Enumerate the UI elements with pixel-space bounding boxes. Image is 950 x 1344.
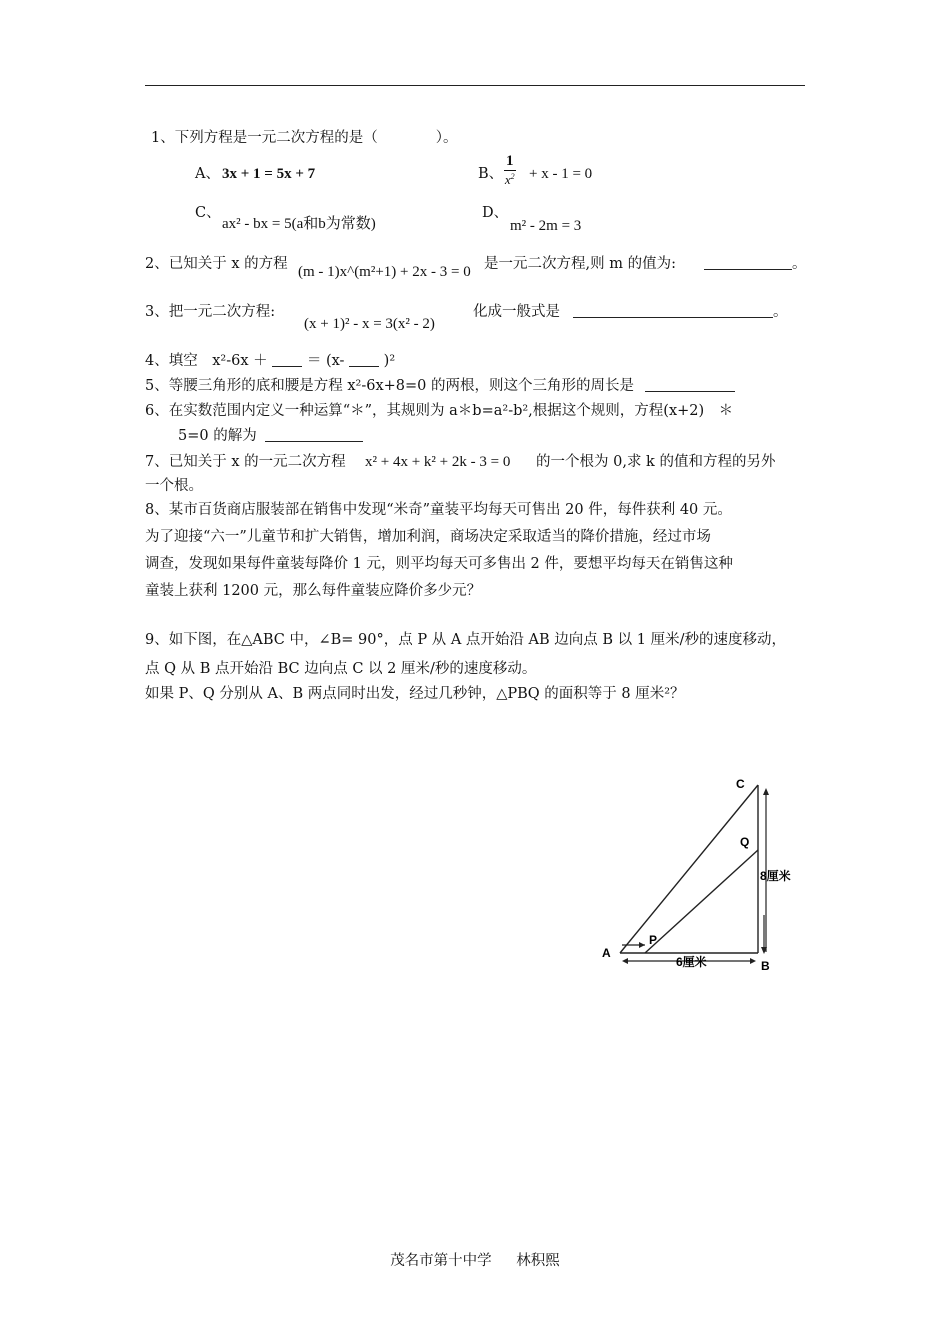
q1-option-b-rest: + x - 1 = 0 (529, 166, 593, 182)
q1-option-b-denominator: $x^2$ (504, 172, 515, 187)
arrow-a-to-p-head (639, 942, 645, 948)
q4-blank-2[interactable] (349, 352, 379, 367)
q7-equation: x² + 4x + k² + 2k - 3 = 0 (365, 454, 511, 470)
q1-option-a-label: A、 (195, 166, 220, 182)
q6-line-2 (178, 426, 363, 446)
q5-text: 5、等腰三角形的底和腰是方程 x²-6x+8=0 的两根，则这个三角形的周长是 (145, 378, 634, 394)
q1-option-b-label: B、 (478, 166, 504, 182)
q6-line-1: 6、在实数范围内定义一种运算“＊”，其规则为 a＊b=a²-b²,根据这个规则，方程(x+2) ＊ (145, 403, 734, 419)
label-c: C (736, 777, 745, 791)
q6-line-2-text: 5=0 的解为 (178, 428, 257, 444)
q2-prefix: 2、已知关于 x 的方程 (145, 256, 288, 272)
q8-line-2: 为了迎接“六一”儿童节和扩大销售，增加利润，商场决定采取适当的降价措施，经过市场 (145, 529, 711, 545)
q7-prefix: 7、已知关于 x 的一元二次方程 (145, 454, 346, 470)
q3-prefix: 3、把一元二次方程: (145, 304, 276, 320)
q1-stem: 1、下列方程是一元二次方程的是（ ）。 (151, 130, 458, 146)
q4-blank-1[interactable] (272, 352, 302, 367)
header-rule (145, 85, 805, 86)
q3-answer-blank[interactable]: 。 (573, 302, 788, 322)
q9-line-3: 如果 P、Q 分别从 A、B 两点同时出发，经过几秒钟，△PBQ 的面积等于 8 厘米²？ (145, 686, 685, 702)
q9-paragraph (145, 626, 786, 704)
q1-option-d-equation: m² - 2m = 3 (510, 218, 582, 234)
footer (0, 1249, 950, 1270)
q8-line-4: 童装上获利 1200 元，那么每件童装应降价多少元？ (145, 583, 482, 599)
label-a: A (602, 946, 611, 960)
q7-question: 的一个根为 0,求 k 的值和方程的另外 (536, 454, 776, 470)
q9-line-1: 9、如下图，在△ABC 中，∠B= 90°，点 P 从 A 点开始沿 AB 边向点 B 以 1 厘米/秒的速度移动， (145, 632, 786, 648)
q1-option-b-numerator: 1 (506, 153, 514, 169)
dimension-ab-right-arrow (750, 958, 756, 964)
q8-paragraph (145, 497, 733, 605)
label-side-ab: 6厘米 (676, 955, 707, 969)
arrow-b-to-c-head (763, 788, 769, 795)
q1-option-a-equation: 3x + 1 = 5x + 7 (222, 166, 316, 182)
label-q: Q (740, 835, 750, 849)
q1-option-c-equation: ax² - bx = 5(a和b为常数) (222, 216, 376, 232)
footer-author: 林积熙 (516, 1253, 560, 1269)
label-side-bc: 8厘米 (760, 869, 791, 883)
label-p: P (649, 933, 658, 947)
q2-answer-blank[interactable]: 。 (704, 254, 807, 274)
q1-option-d-label: D、 (482, 205, 509, 221)
q1-option-c-label: C、 (195, 205, 221, 221)
q3-equation: (x + 1)² - x = 3(x² - 2) (304, 316, 435, 332)
q4-end: )² (383, 353, 396, 369)
q4-text: 4、填空 x²-6x ＋ (145, 353, 268, 369)
label-b: B (761, 959, 770, 973)
q7-line-2: 一个根。 (145, 478, 203, 494)
q2-question: 是一元二次方程,则 m 的值为: (484, 256, 676, 272)
footer-school: 茂名市第十中学 (390, 1253, 492, 1269)
q5-line (145, 376, 735, 396)
triangle-figure (590, 770, 810, 980)
q1-option-b-fraction (504, 152, 516, 189)
q8-line-3: 调查，发现如果每件童装每降价 1 元，则平均每天可多售出 2 件，要想平均每天在销售这种 (145, 556, 733, 572)
q2-equation: (m - 1)x^(m²+1) + 2x - 3 = 0 (298, 264, 471, 280)
dimension-ab-left-arrow (622, 958, 628, 964)
q4-mid: ＝ (x- (306, 353, 345, 369)
q4-line (145, 351, 395, 371)
q5-answer-blank[interactable] (645, 377, 735, 392)
q3-question: 化成一般式是 (473, 304, 560, 320)
q8-line-1: 8、某市百货商店服装部在销售中发现“米奇”童装平均每天可售出 20 件，每件获利 40 元。 (145, 502, 732, 518)
q6-answer-blank[interactable] (265, 427, 363, 442)
q9-line-2: 点 Q 从 B 点开始沿 BC 边向点 C 以 2 厘米/秒的速度移动。 (145, 661, 537, 677)
